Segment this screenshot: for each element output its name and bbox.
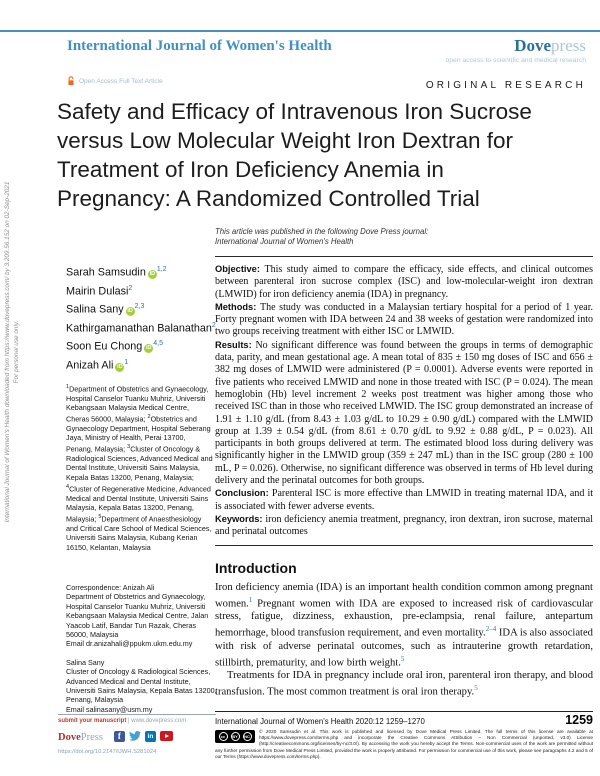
footer-left: [58, 714, 216, 755]
published-note-line: This article was published in the following Dove Press journal:: [215, 227, 429, 236]
email-link[interactable]: Email salinasany@usm.my: [66, 704, 153, 714]
author-list: [66, 262, 218, 374]
brand-tagline: open access to scientific and medical research: [445, 57, 586, 64]
citation-superscript: 1: [248, 595, 253, 604]
cc-nc-icon: NC: [244, 734, 250, 739]
email-link[interactable]: Email dr.anizahali@ppukm.ukm.edu.my: [66, 639, 193, 649]
affiliation-superscript: 2: [128, 284, 133, 292]
abstract-paragraph: Conclusion: Parenteral ISC is more effective than LMWID in treating maternal IDA, and it is associated with fewer adverse events.: [215, 488, 593, 512]
abstract-section-label: Methods:: [215, 301, 261, 312]
affiliation-superscript: 1,2: [156, 266, 167, 273]
download-watermark-line1: International Journal of Women's Health downloaded from https://www.dovepress.com/ by 3.209.56.152 on 02-Sep-2021: [4, 181, 11, 523]
correspondence-line: Salina Sany: [66, 657, 105, 667]
abstract-bottom-rule: [215, 545, 593, 546]
download-watermark-line2: For personal use only.: [12, 320, 20, 384]
left-column: [66, 262, 218, 553]
dovepress-url-link[interactable]: www.dovepress.com: [131, 718, 187, 724]
article-title-line: versus Low Molecular Weight Iron Dextran for: [57, 128, 514, 153]
page-number: 1259: [565, 713, 593, 727]
submit-manuscript-link[interactable]: submit your manuscript: [58, 718, 127, 724]
affiliation-superscript: 2: [211, 321, 216, 329]
affiliation-number: 3: [127, 443, 131, 450]
download-watermark: [4, 151, 21, 553]
open-access-link[interactable]: [67, 76, 163, 86]
author-name: Soon Eu Chong: [66, 340, 143, 353]
author: [66, 355, 218, 374]
submit-manuscript-line: [58, 718, 216, 724]
introduction-heading: Introduction: [215, 559, 297, 576]
affiliation-number: 1: [66, 383, 70, 390]
facebook-icon[interactable]: f: [114, 731, 125, 742]
orcid-icon[interactable]: iD: [117, 363, 123, 370]
correspondence-line: Correspondence: Anizah Ali: [66, 583, 155, 592]
author: [66, 336, 218, 355]
license-block: [215, 729, 593, 760]
dovepress-logo[interactable]: [445, 36, 586, 64]
cc-by-icon: BY: [232, 734, 238, 739]
author-name: Kathirgamanathan Balanathan: [66, 322, 212, 335]
affiliation-superscript: 2,3: [134, 303, 145, 311]
affiliation-number: 4: [66, 483, 70, 490]
cc-icon: cc: [219, 732, 228, 741]
youtube-icon[interactable]: [160, 731, 173, 741]
article-title-line: Pregnancy: A Randomized Controlled Trial: [57, 186, 480, 211]
footer-brand-press: Press: [80, 732, 103, 743]
twitter-icon[interactable]: [129, 731, 141, 741]
affiliations: $^1$Department of Obstetrics and Gynaecology, Hospital Canselor Tuanku Muhriz, Universiti Kebangsaan Malaysia Medical Centre, Cheras 56000, Malaysia; $^2$Obstetrics and Gynaecology Department, Hospital Seberang Jaya, Ministry of Health, Perai 13700, Penang, Malaysia; $^3$Cluster of Oncology & Radiological Sciences, Advanced Medical and Dental Institute, Universiti Sains Malaysia, Kepala Batas 13200, Penang, Malaysia; $^4$Cluster of Regenerative Medicine, Advanced Medical and Dental Institute, Universiti Sains Malaysia, Kepala Batas 13200, Penang, Malaysia; $^5$Department of Anaesthesiology and Critical Care School of Medical Sciences, Universiti Sains Malaysia, Kubang Kerian 16150, Kelantan, Malaysia: [66, 383, 213, 553]
author-name: Mairin Dulasi: [66, 285, 129, 298]
abstract-paragraph: Objective: This study aimed to compare the efficacy, side effects, and clinical outcomes between parenteral iron sucrose complex (ISC) and low-molecular-weight iron dextran (LMWID) for iron deficiency anemia (IDA) in pregnancy.: [215, 264, 593, 300]
correspondence-block: [66, 583, 218, 714]
article-title: [57, 97, 532, 213]
introduction-paragraph: Iron deficiency anemia (IDA) is an important health condition common among pregnant women.$^1$ Pregnant women with IDA are exposed to increased risk of cardiovascular stress, fatigue, dizziness, exhaustion, pre-eclampsia, renal failure, antepartum hemorrhage, blood transfusion requirement, and even mortality.$^{2-4}$ IDA is also associated with risk of adverse perinatal outcomes, such as intrauterine growth retardation, stillbirth, prematurity, and low birth weight.$^5$: [215, 581, 593, 669]
abstract-paragraph: Keywords: iron deficiency anemia treatment, pregnancy, iron dextran, iron sucrose, maternal and perinatal outcomes: [215, 513, 593, 538]
open-access-label: Open Access Full Text Article: [79, 77, 163, 85]
linkedin-icon[interactable]: in: [145, 731, 156, 742]
dovepress-logo-text: [514, 38, 586, 55]
citation-superscript: 5: [474, 684, 478, 693]
brand-dove: Dove: [514, 36, 552, 55]
abstract-section-label: Conclusion:: [215, 488, 272, 499]
orcid-icon[interactable]: iD: [127, 307, 133, 314]
introduction-paragraph: Treatments for IDA in pregnancy include oral iron, parenteral iron therapy, and blood transfusion. The most common treatment is oral iron therapy.$^5$: [215, 670, 593, 698]
footer-right: [215, 711, 593, 760]
author-name: Anizah Ali: [66, 359, 114, 372]
abstract: [215, 257, 593, 539]
journal-name[interactable]: International Journal of Women's Health: [67, 38, 332, 54]
header-rule: [0, 30, 600, 32]
author: [66, 262, 218, 281]
open-access-lock-icon: [67, 76, 75, 86]
author: [66, 299, 218, 318]
affiliation-number: 2: [147, 413, 151, 420]
abstract-section-label: Keywords:: [215, 513, 266, 524]
author: [66, 281, 218, 300]
abstract-paragraph: Methods: The study was conducted in a Malaysian tertiary hospital for a period of 1 year. Forty pregnant women with IDA between 24 and 38 weeks of gestation were randomized into two groups receiving treatment with either ISC or LMWID.: [215, 301, 593, 338]
brand-press: press: [551, 36, 586, 55]
published-journal: International Journal of Women's Health: [215, 237, 354, 246]
correspondence-entry: [66, 583, 218, 649]
affiliation-superscript: 4,5: [153, 340, 163, 348]
correspondence-entry: [66, 658, 218, 714]
affiliation-superscript: 1: [124, 358, 129, 366]
affiliation-number: 5: [98, 513, 102, 520]
footer-journal-line: International Journal of Women's Health 2020:12 1259–1270: [215, 717, 425, 726]
correspondence-line: Department of Obstetrics and Gynaecology, Hospital Canselor Tuanku Muhriz, Universiti Kebangsaan Malaysia Medical Centre, Jalan Yaacob Latif, Bandar Tun Razak, Cheras 56000, Malaysia: [66, 592, 209, 640]
footer-journal-row: [215, 711, 593, 726]
footer-brand-dove: Dove: [58, 732, 81, 743]
social-icons: [114, 731, 173, 742]
correspondence-line: Cluster of Oncology & Radiological Sciences, Advanced Medical and Dental Institute, Universiti Sains Malaysia, Kepala Batas 13200, Penang, Malaysia: [66, 667, 217, 705]
citation-superscript: 5: [400, 654, 405, 663]
footer-left-rule: [58, 714, 216, 715]
introduction-body: [215, 581, 593, 699]
orcid-icon[interactable]: iD: [149, 270, 156, 277]
abstract-section-label: Results:: [215, 339, 256, 350]
published-note: [215, 227, 428, 247]
author: [66, 318, 218, 337]
submit-separator: |: [128, 718, 130, 724]
author-name: Sarah Samsudin: [66, 266, 146, 279]
doi-link[interactable]: https://doi.org/10.2147/IJWH.S281024: [58, 749, 157, 755]
dovepress-footer-logo[interactable]: [58, 727, 103, 745]
article-title-line: Safety and Efficacy of Intravenous Iron Sucrose: [57, 99, 532, 124]
creative-commons-icon[interactable]: [215, 730, 255, 743]
citation-superscript: 2–4: [485, 625, 497, 634]
footer-brand-row: [58, 727, 216, 745]
orcid-icon[interactable]: iD: [146, 344, 152, 351]
abstract-section-label: Objective:: [215, 264, 265, 274]
author-name: Salina Sany: [66, 303, 124, 316]
article-title-line: Treatment of Iron Deficiency Anemia in: [57, 157, 444, 182]
license-text: © 2020 Samsudin et al. This work is published and licensed by Dove Medical Press Limited. The full terms of this license are available at https://www.dovepress.com/terms.php and incorporate the Creative Commons Attribution – Non Commercial (unported, v3.0) License (http://creativecommons.org/licenses/by-nc/3.0/). By accessing the work you hereby accept the Terms. Non-commercial uses of the work are permitted without any further permission from Dove Medical Press Limited, provided the work is properly attributed. For permission for commercial use of this work, please see paragraphs 4.2 and 5 of our Terms (https://www.dovepress.com/terms.php).: [215, 729, 593, 759]
youtube-play-triangle: [165, 734, 169, 738]
abstract-paragraph: Results: No significant difference was found between the groups in terms of demographic data, parity, and mean gestational age. A mean total of 835 ± 150 mg doses of ISC and 656 ± 382 mg doses of LMWID were administered (P = 0.0001). Adverse events were reported in five patients who received LMWID and none in those treated with ISC (P = 0.024). The mean hemoglobin (Hb) level increment 2 weeks post treatment was higher among those who received ISC than in those who received LMWID. The ISC group demonstrated an increase of 1.91 ± 1.10 g/dL (from 8.43 ± 1.03 g/dL to 10.29 ± 0.90 g/dL) compared with the LMWID group at 1.39 ± 0.54 g/dL (from 8.61 ± 0.70 g/dL to 9.92 ± 0.88 g/dL, P = 0.023). All participants in both groups delivered at term. The estimated blood loss during delivery was significantly higher in the LMWID group (359 ± 247 mL) than in the ISC group (280 ± 100 mL, P = 0.026). Otherwise, no significant difference was observed in terms of Hb level during delivery and the perinatal outcomes for both groups.: [215, 339, 593, 487]
right-column: [215, 256, 593, 699]
article-type-label: ORIGINAL RESEARCH: [425, 80, 586, 91]
